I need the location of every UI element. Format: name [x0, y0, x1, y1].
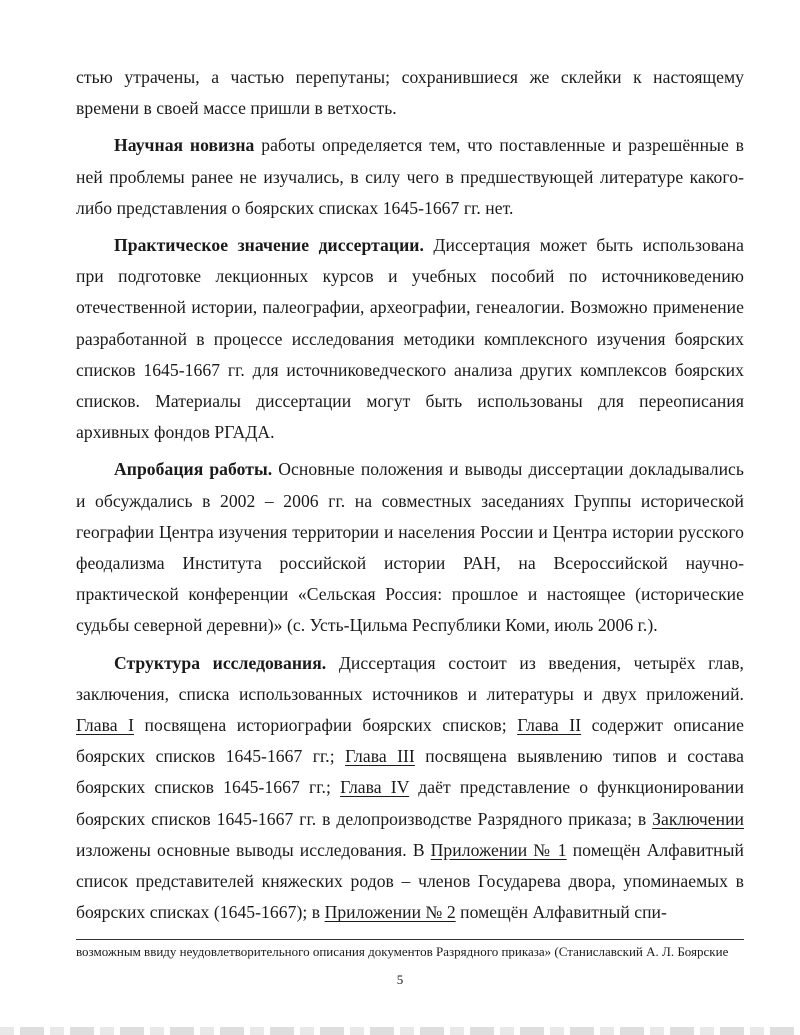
- paragraph-heading: Апробация работы.: [114, 459, 273, 480]
- paragraph-text: Диссертация может быть использована при подготовке лекционных курсов и учебных пособий по источниковедению отечественной истории, палеографии, археографии, генеалогии. Возможно применение разработанной в процессе исследования методики комплексного изучения боярских списков 1645-1667 гг. для источниковедческого анализа других комплексов боярских списков. Материалы диссертации могут быть использованы для переописания архивных фондов РГАДА.: [76, 235, 744, 443]
- page-number: 5: [396, 972, 404, 987]
- paragraph-text: изложены основные выводы исследования. В: [76, 839, 431, 860]
- paragraph-text: стью утрачены, а частью перепутаны; сохранившиеся же склейки к настоящему времени в своей массе пришли в ветхость.: [76, 67, 744, 119]
- paragraph-text: посвящена историографии боярских списков;: [134, 715, 518, 736]
- paragraph-text: даёт представление о функционировании боярских списков 1645-1667 гг. в делопроизводстве Разрядного приказа; в: [76, 777, 744, 829]
- chapter-4-link[interactable]: Глава IV: [340, 777, 410, 798]
- paragraph-heading: Научная новизна: [114, 135, 255, 156]
- chapter-3-link[interactable]: Глава III: [345, 746, 415, 767]
- paragraph-approbation: [76, 454, 744, 641]
- paragraph-scientific-novelty: [76, 130, 744, 224]
- conclusion-link[interactable]: Заключении: [652, 808, 744, 829]
- paragraph-heading: Практическое значение диссертации.: [114, 235, 424, 256]
- footnote-divider: [76, 939, 744, 940]
- paragraph-text: содержит описание боярских списков 1645-1667 гг.;: [76, 715, 744, 767]
- paragraph-structure: [76, 648, 744, 929]
- chapter-1-link[interactable]: Глава I: [76, 715, 134, 736]
- paragraph-text: Основные положения и выводы диссертации докладывались и обсуждались в 2002 – 2006 гг. на совместных заседаниях Группы исторической географии Центра изучения территории и населения России и Центра истории русского феодализма Института российской истории РАН, на Всероссийской научно-практической конференции «Сельская Россия: прошлое и настоящее (исторические судьбы северной деревни)» (с. Усть-Цильма Республики Коми, июль 2006 г.).: [76, 459, 744, 636]
- chapter-2-link[interactable]: Глава II: [517, 715, 582, 736]
- paragraph-continuation: [76, 62, 744, 124]
- paragraph-text: посвящена выявлению типов и состава боярских списков 1645-1667 гг.;: [76, 746, 744, 798]
- footnote: возможным ввиду неудовлетворительного описания документов Разрядного приказа» (Станиславский А. Л. Боярские: [76, 944, 729, 959]
- paragraph-text: помещён Алфавитный спи-: [455, 902, 667, 923]
- paragraph-text: помещён Алфавитный список представителей княжеских родов – членов Государева двора, упоминаемых в боярских списках (1645-1667); в: [76, 839, 744, 923]
- document-body: [76, 62, 744, 928]
- paragraph-heading: Структура исследования.: [114, 652, 327, 673]
- paragraph-practical-value: [76, 230, 744, 448]
- paragraph-text: работы определяется тем, что поставленные и разрешённые в ней проблемы ранее не изучались, в силу чего в предшествующей литературе какого-либо представления о боярских списках 1645-1667 гг. нет.: [76, 135, 745, 218]
- paragraph-text: Диссертация состоит из введения, четырёх глав, заключения, списка использованных источников и литературы и двух приложений.: [76, 652, 744, 704]
- appendix-2-link[interactable]: Приложении № 2: [324, 902, 456, 923]
- scan-edge-artifact: [0, 1027, 800, 1035]
- appendix-1-link[interactable]: Приложении № 1: [430, 839, 567, 860]
